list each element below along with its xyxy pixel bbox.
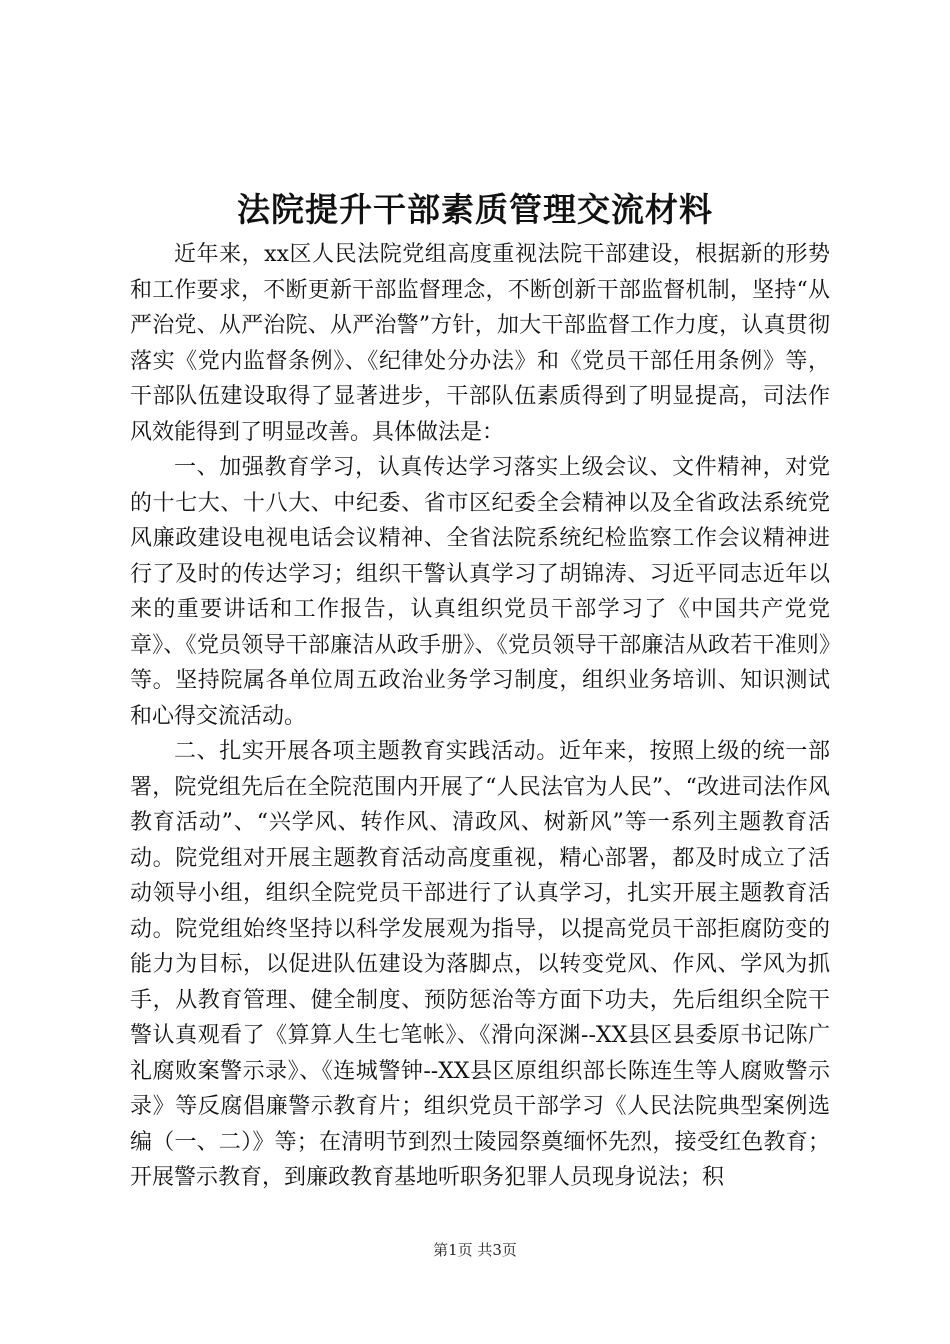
paragraph-intro: 近年来，xx区人民法院党组高度重视法院干部建设，根据新的形势和工作要求，不断更新干部监督理念，不断创新干部监督机制，坚持“从严治党、从严治院、从严治警”方针，加大干部监督工作力度，认真贯彻落实《党内监督条例》、《纪律处分办法》和《党员干部任用条例》等，干部队伍建设取得了显著进步，干部队伍素质得到了明显提高，司法作风效能得到了明显改善。具体做法是： xyxy=(130,242,830,445)
page-number-footer: 第1页 共3页 xyxy=(433,1241,517,1259)
paragraph-section-2: 二、扎实开展各项主题教育实践活动。近年来，按照上级的统一部署，院党组先后在全院范围内开展了“人民法官为人民”、“改进司法作风教育活动”、“兴学风、转作风、清政风、树新风”等一系列主题教育活动。院党组对开展主题教育活动高度重视，精心部署，都及时成立了活动领导小组，组织全院党员干部进行了认真学习，扎实开展主题教育活动。院党组始终坚持以科学发展观为指导，以提高党员干部拒腐防变的能力为目标，以促进队伍建设为落脚点，以转变党风、作风、学风为抓手，从教育管理、健全制度、预防惩治等方面下功夫，先后组织全院干警认真观看了《算算人生七笔帐》、《滑向深渊--XX县区县委原书记陈广礼腐败案警示录》、《连城警钟--XX县区原组织部长陈连生等人腐败警示录》等反腐倡廉警示教育片；组织党员干部学习《人民法院典型案例选编（一、二）》等；在清明节到烈士陵园祭奠缅怀先烈，接受红色教育；开展警示教育，到廉政教育基地听职务犯罪人员现身说法；积 xyxy=(130,739,830,1190)
document-title: 法院提升干部素质管理交流材料 xyxy=(237,190,713,229)
document-body xyxy=(130,237,830,1196)
paragraph-section-1: 一、加强教育学习，认真传达学习落实上级会议、文件精神，对党的十七大、十八大、中纪委、省市区纪委全会精神以及全省政法系统党风廉政建设电视电话会议精神、全省法院系统纪检监察工作会议精神进行了及时的传达学习；组织干警认真学习了胡锦涛、习近平同志近年以来的重要讲话和工作报告，认真组织党员干部学习了《中国共产党党章》、《党员领导干部廉洁从政手册》、《党员领导干部廉洁从政若干准则》等。坚持院属各单位周五政治业务学习制度，组织业务培训、知识测试和心得交流活动。 xyxy=(130,455,830,729)
